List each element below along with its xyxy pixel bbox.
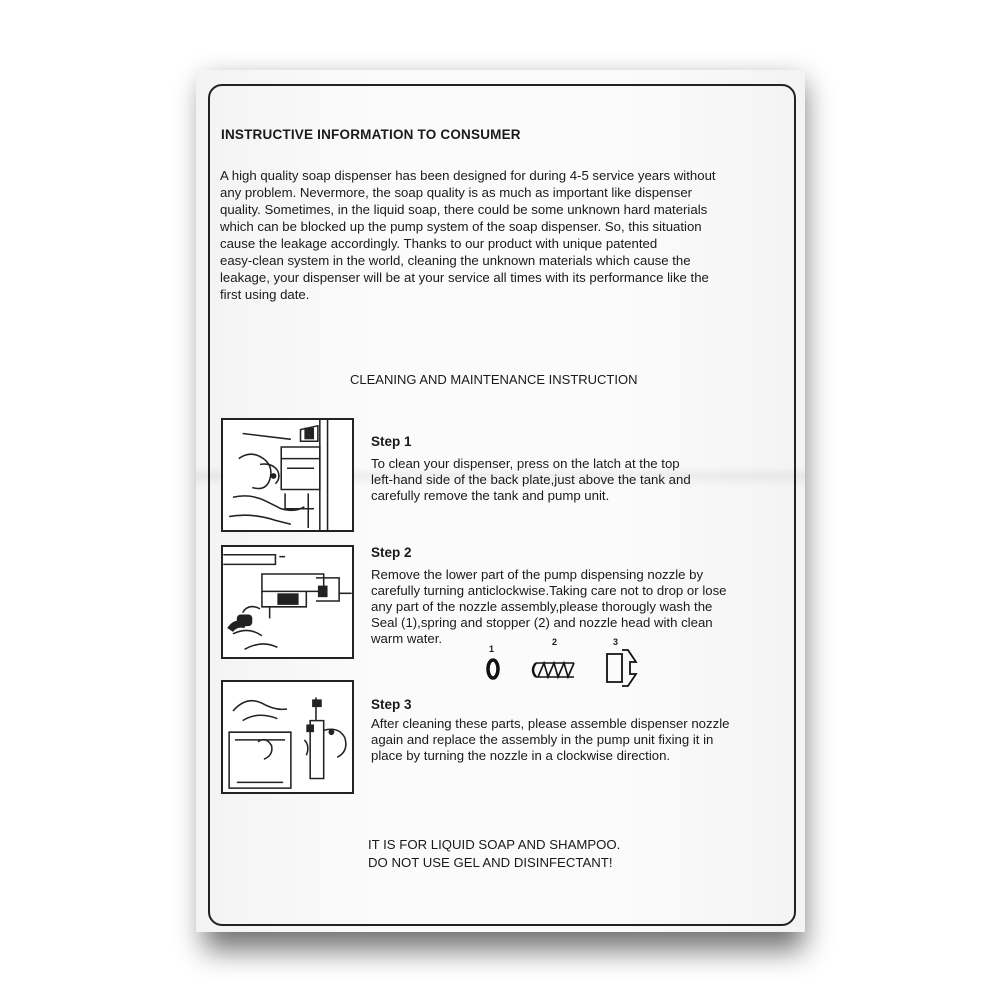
hands-assembling-nozzle-icon — [223, 682, 352, 792]
step-3-line: After cleaning these parts, please assemble dispenser nozzle — [371, 716, 730, 731]
step-3-line: place by turning the nozzle in a clockwise direction. — [371, 748, 671, 763]
step-2-line: carefully turning anticlockwise.Taking care not to drop or lose — [371, 583, 727, 598]
seal-icon — [485, 658, 501, 680]
step-1-line: left-hand side of the back plate,just above the tank and — [371, 472, 691, 487]
step-2-line: warm water. — [371, 631, 443, 646]
spring-icon — [528, 660, 578, 680]
step-3-line: again and replace the assembly in the pump unit fixing it in — [371, 732, 714, 747]
warning-line: DO NOT USE GEL AND DISINFECTANT! — [368, 855, 613, 870]
intro-line: A high quality soap dispenser has been designed for during 4-5 service years without — [220, 168, 716, 183]
usage-warning — [368, 836, 620, 872]
intro-line: any problem. Nevermore, the soap quality is as much as important like dispenser — [220, 185, 693, 200]
document-title: INSTRUCTIVE INFORMATION TO CONSUMER — [221, 127, 521, 142]
step-1-text — [371, 456, 791, 504]
intro-line: quality. Sometimes, in the liquid soap, there could be some unknown hard materials — [220, 202, 708, 217]
step-3-illustration — [221, 680, 354, 794]
intro-paragraph — [220, 167, 786, 303]
part-number: 1 — [489, 644, 495, 654]
step-2-text — [371, 567, 791, 647]
intro-line: cause the leakage accordingly. Thanks to our product with unique patented — [220, 236, 658, 251]
hand-turning-nozzle-icon — [223, 547, 352, 657]
step-1-line: carefully remove the tank and pump unit. — [371, 488, 610, 503]
step-1-heading: Step 1 — [371, 434, 412, 449]
intro-line: which can be blocked up the pump system of the soap dispenser. So, this situation — [220, 219, 702, 234]
intro-line: easy-clean system in the world, cleaning the unknown materials which cause the — [220, 253, 691, 268]
cleaning-section-title: CLEANING AND MAINTENANCE INSTRUCTION — [350, 372, 638, 387]
step-2-line: Remove the lower part of the pump dispensing nozzle by — [371, 567, 704, 582]
step-2-line: any part of the nozzle assembly,please thorougly wash the — [371, 599, 713, 614]
step-3-heading: Step 3 — [371, 697, 412, 712]
step-2-heading: Step 2 — [371, 545, 412, 560]
warning-line: IT IS FOR LIQUID SOAP AND SHAMPOO. — [368, 837, 621, 852]
step-1-illustration — [221, 418, 354, 532]
step-1-line: To clean your dispenser, press on the latch at the top — [371, 456, 680, 471]
stopper-icon — [604, 648, 640, 688]
intro-line: first using date. — [220, 287, 310, 302]
part-number: 2 — [552, 637, 558, 647]
step-3-text — [371, 716, 791, 764]
intro-line: leakage, your dispenser will be at your service all times with its performance like the — [220, 270, 709, 285]
step-2-line: Seal (1),spring and stopper (2) and nozzle head with clean — [371, 615, 713, 630]
part-number: 3 — [613, 637, 619, 647]
step-2-illustration — [221, 545, 354, 659]
hand-removing-tank-icon — [223, 420, 352, 530]
